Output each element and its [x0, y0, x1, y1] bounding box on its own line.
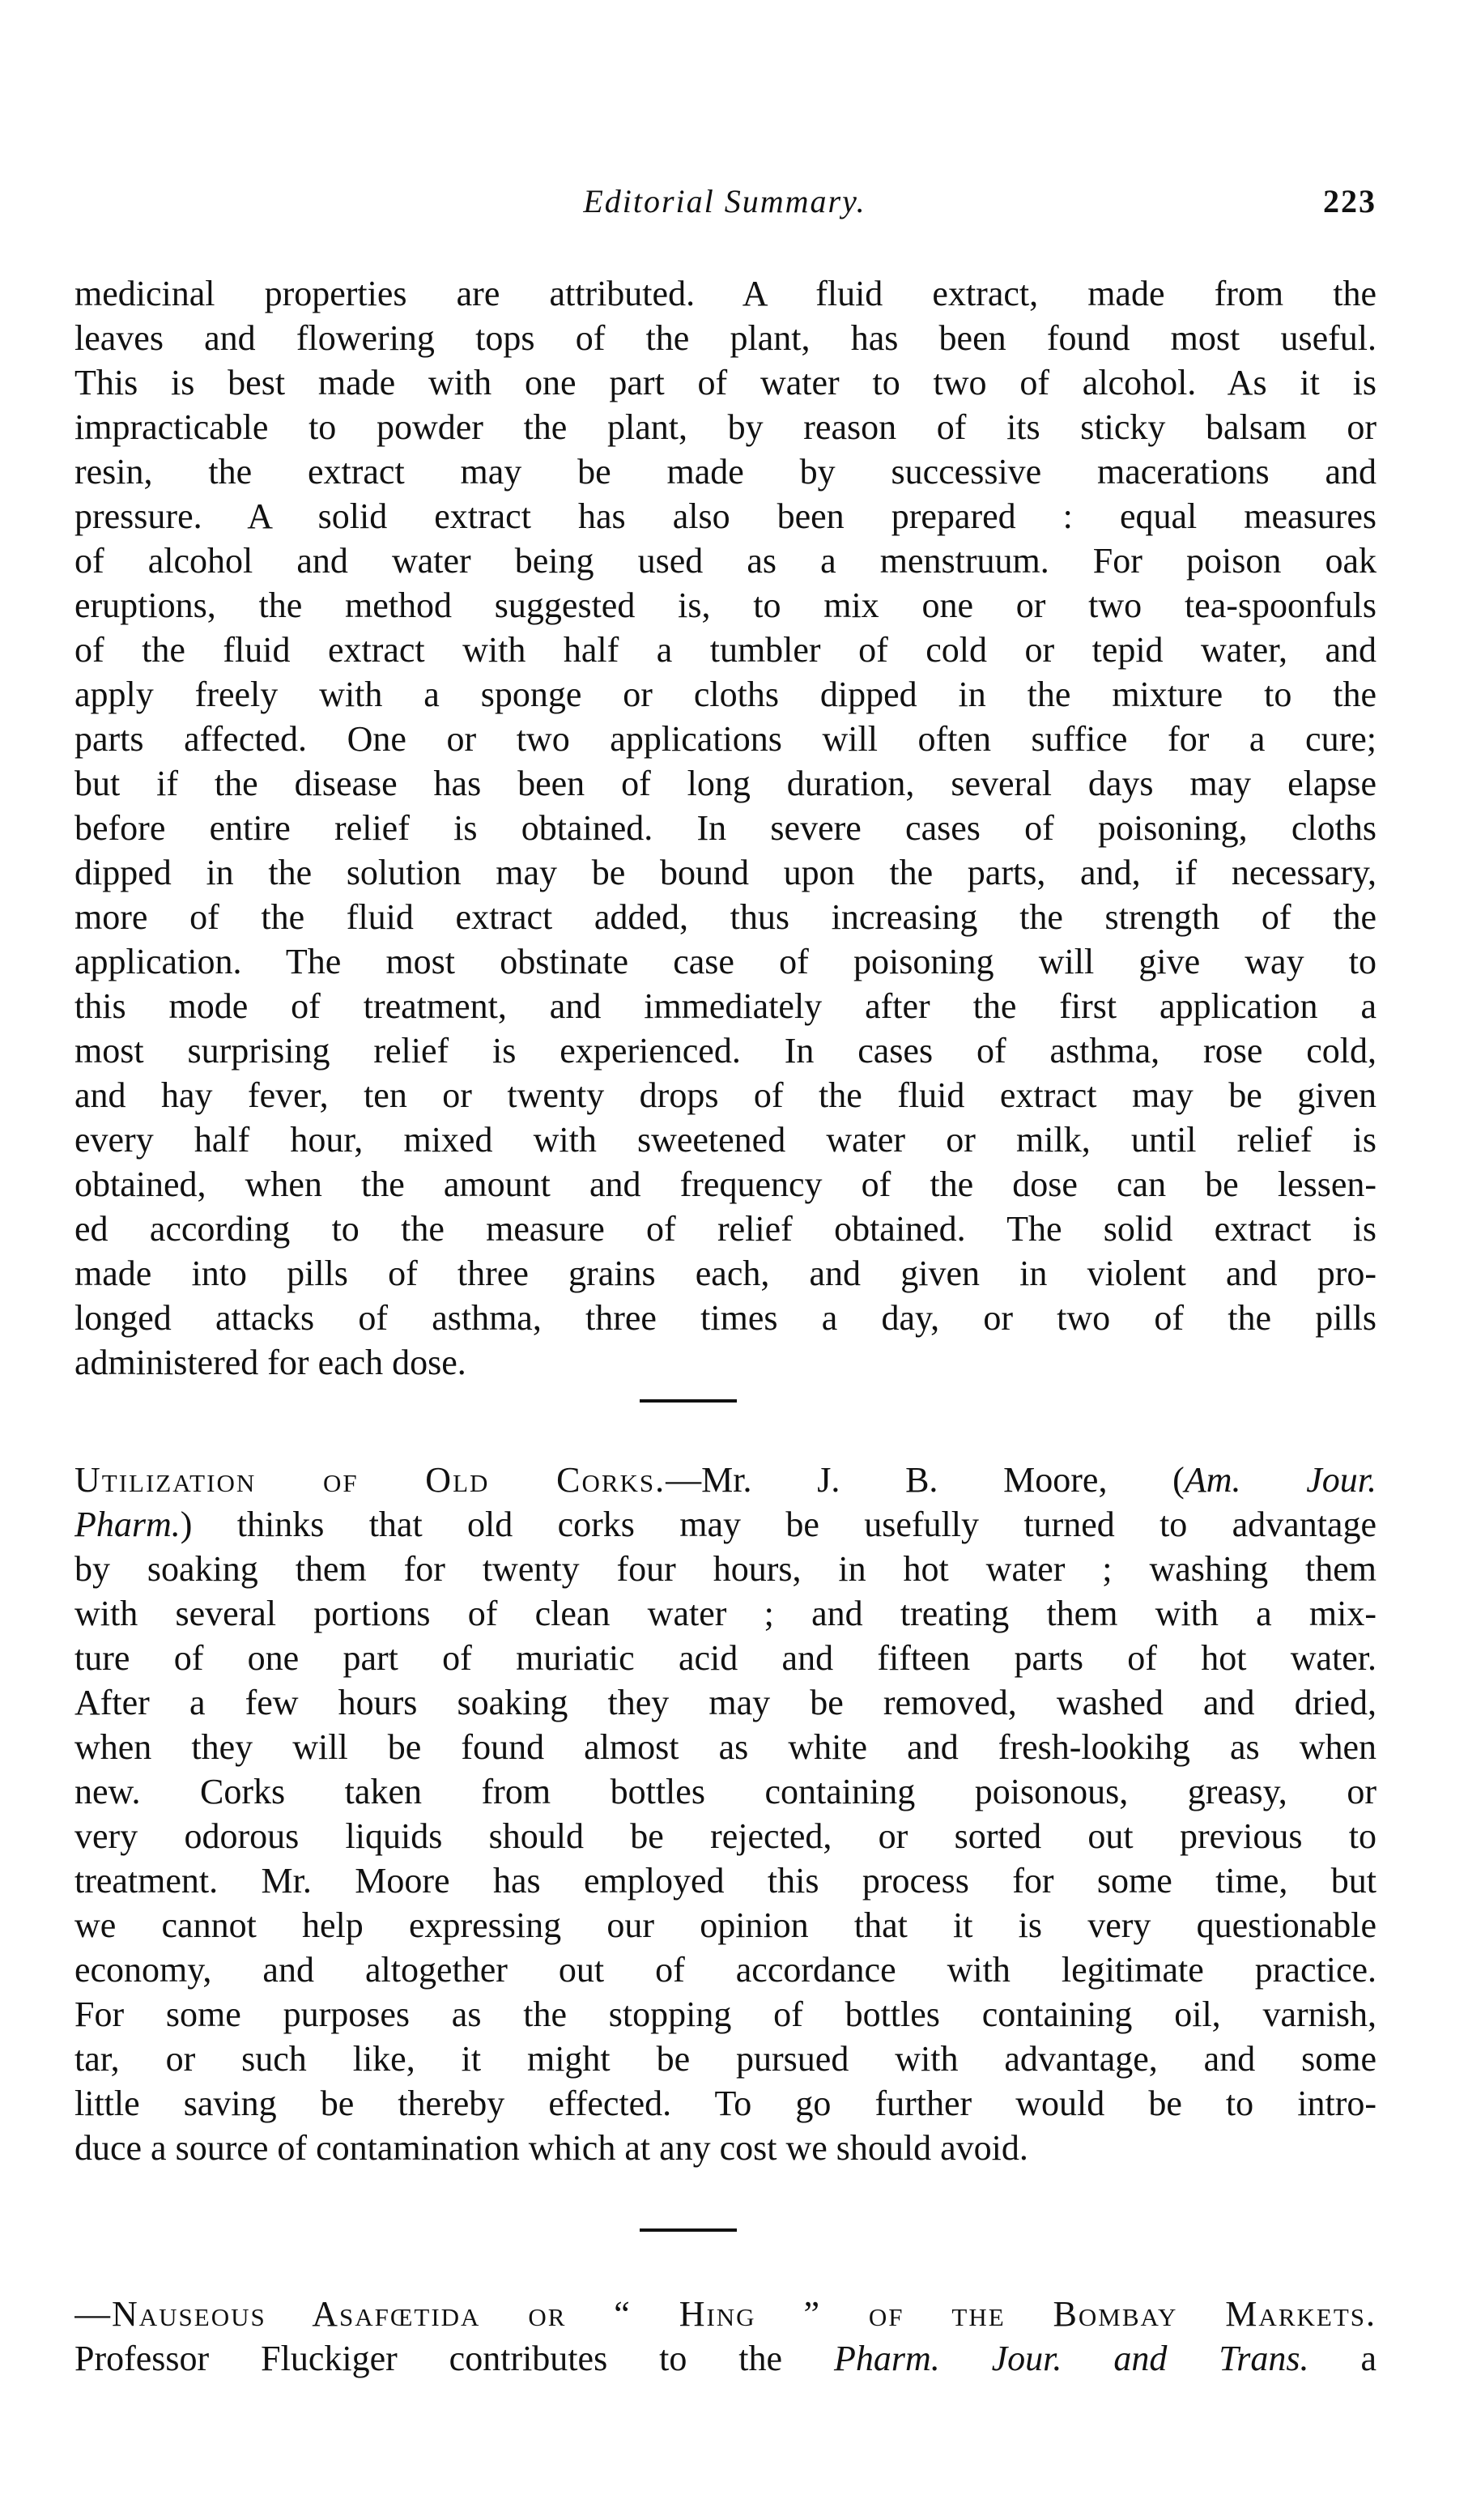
- text-line: of the fluid extract with half a tumbler of cold or tepid water, and: [74, 630, 1377, 670]
- text-line: ed according to the measure of relief obtained. The solid extract is: [74, 1209, 1377, 1249]
- text-line: For some purposes as the stopping of bottles containing oil, varnish,: [74, 1994, 1377, 2034]
- running-title: Editorial Summary.: [583, 183, 866, 219]
- text-line: After a few hours soaking they may be removed, washed and dried,: [74, 1683, 1377, 1722]
- text-line: duce a source of contamination which at any cost we should avoid.: [74, 2128, 1028, 2168]
- text-line: very odorous liquids should be rejected, or sorted out previous to: [74, 1816, 1377, 1856]
- text-line: and hay fever, ten or twenty drops of the fluid extract may be given: [74, 1075, 1377, 1115]
- asafoetida-line-2-pre: Professor Fluckiger contributes to the: [74, 2339, 834, 2378]
- text-line: leaves and flowering tops of the plant, has been found most useful.: [74, 318, 1377, 358]
- text-line: but if the disease has been of long duration, several days may elapse: [74, 764, 1377, 803]
- medicinal-paragraph: [74, 271, 1377, 1385]
- section-divider: [640, 1399, 737, 1403]
- text-line: application. The most obstinate case of poisoning will give way to: [74, 942, 1377, 981]
- asafoetida-source-citation: Pharm. Jour. and Trans.: [833, 2339, 1309, 2378]
- text-line: longed attacks of asthma, three times a day, or two of the pills: [74, 1298, 1377, 1338]
- text-line: tar, or such like, it might be pursued with advantage, and some: [74, 2039, 1377, 2079]
- text-line: this mode of treatment, and immediately after the first application a: [74, 986, 1377, 1026]
- text-line: pressure. A solid extract has also been prepared : equal measures: [74, 496, 1377, 536]
- corks-paragraph: [74, 1458, 1377, 2170]
- text-line: [74, 1458, 1377, 1502]
- text-line: of alcohol and water being used as a menstruum. For poison oak: [74, 541, 1377, 581]
- text-line: parts affected. One or two applications will often suffice for a cure;: [74, 719, 1377, 759]
- text-line: economy, and altogether out of accordance with legitimate practice.: [74, 1950, 1377, 1990]
- text-line: before entire relief is obtained. In severe cases of poisoning, cloths: [74, 808, 1377, 848]
- corks-lead-in: —Mr. J. B. Moore, (: [666, 1460, 1185, 1500]
- text-line: more of the fluid extract added, thus increasing the strength of the: [74, 897, 1377, 937]
- text-line: dipped in the solution may be bound upon the parts, and, if necessary,: [74, 853, 1377, 892]
- text-line: we cannot help expressing our opinion that it is very questionable: [74, 1905, 1377, 1945]
- asafoetida-title: —Nauseous Asafœtida or “ Hing ” of the Bombay Markets.: [74, 2294, 1377, 2334]
- asafoetida-line-2-post: a: [1308, 2339, 1377, 2378]
- corks-line-2: ) thinks that old corks may be usefully turned to advantage: [180, 1505, 1377, 1544]
- text-line: This is best made with one part of water to two of alcohol. As it is: [74, 363, 1377, 402]
- text-line: [74, 2336, 1377, 2381]
- corks-title: Utilization of Old Corks.: [74, 1460, 666, 1500]
- asafoetida-paragraph: [74, 2292, 1377, 2381]
- text-line: [74, 1502, 1377, 1547]
- text-line: [74, 2292, 1377, 2336]
- text-line: when they will be found almost as white and fresh-lookihg as when: [74, 1727, 1377, 1767]
- running-head: [73, 182, 1377, 231]
- page-number: 223: [1323, 183, 1377, 219]
- text-line: made into pills of three grains each, and given in violent and pro-: [74, 1254, 1377, 1293]
- text-line: most surprising relief is experienced. In cases of asthma, rose cold,: [74, 1031, 1377, 1071]
- text-line: resin, the extract may be made by successive macerations and: [74, 452, 1377, 492]
- text-line: new. Corks taken from bottles containing poisonous, greasy, or: [74, 1772, 1377, 1811]
- text-line: administered for each dose.: [74, 1343, 466, 1382]
- text-line: medicinal properties are attributed. A fluid extract, made from the: [74, 274, 1377, 313]
- text-line: with several portions of clean water ; and treating them with a mix-: [74, 1594, 1377, 1633]
- text-line: ture of one part of muriatic acid and fifteen parts of hot water.: [74, 1638, 1377, 1678]
- section-divider: [640, 2228, 737, 2232]
- text-line: apply freely with a sponge or cloths dipped in the mixture to the: [74, 675, 1377, 714]
- corks-source-citation: Am. Jour.: [1184, 1460, 1377, 1500]
- corks-source-citation: Pharm.: [74, 1505, 181, 1544]
- text-line: eruptions, the method suggested is, to mix one or two tea-spoonfuls: [74, 585, 1377, 625]
- text-line: by soaking them for twenty four hours, in hot water ; washing them: [74, 1549, 1377, 1589]
- text-line: little saving be thereby effected. To go further would be to intro-: [74, 2084, 1377, 2123]
- text-line: impracticable to powder the plant, by reason of its sticky balsam or: [74, 407, 1377, 447]
- text-line: every half hour, mixed with sweetened water or milk, until relief is: [74, 1120, 1377, 1160]
- corks-lines: [74, 1547, 1377, 2170]
- text-line: obtained, when the amount and frequency of the dose can be lessen-: [74, 1164, 1377, 1204]
- text-line: treatment. Mr. Moore has employed this process for some time, but: [74, 1861, 1377, 1901]
